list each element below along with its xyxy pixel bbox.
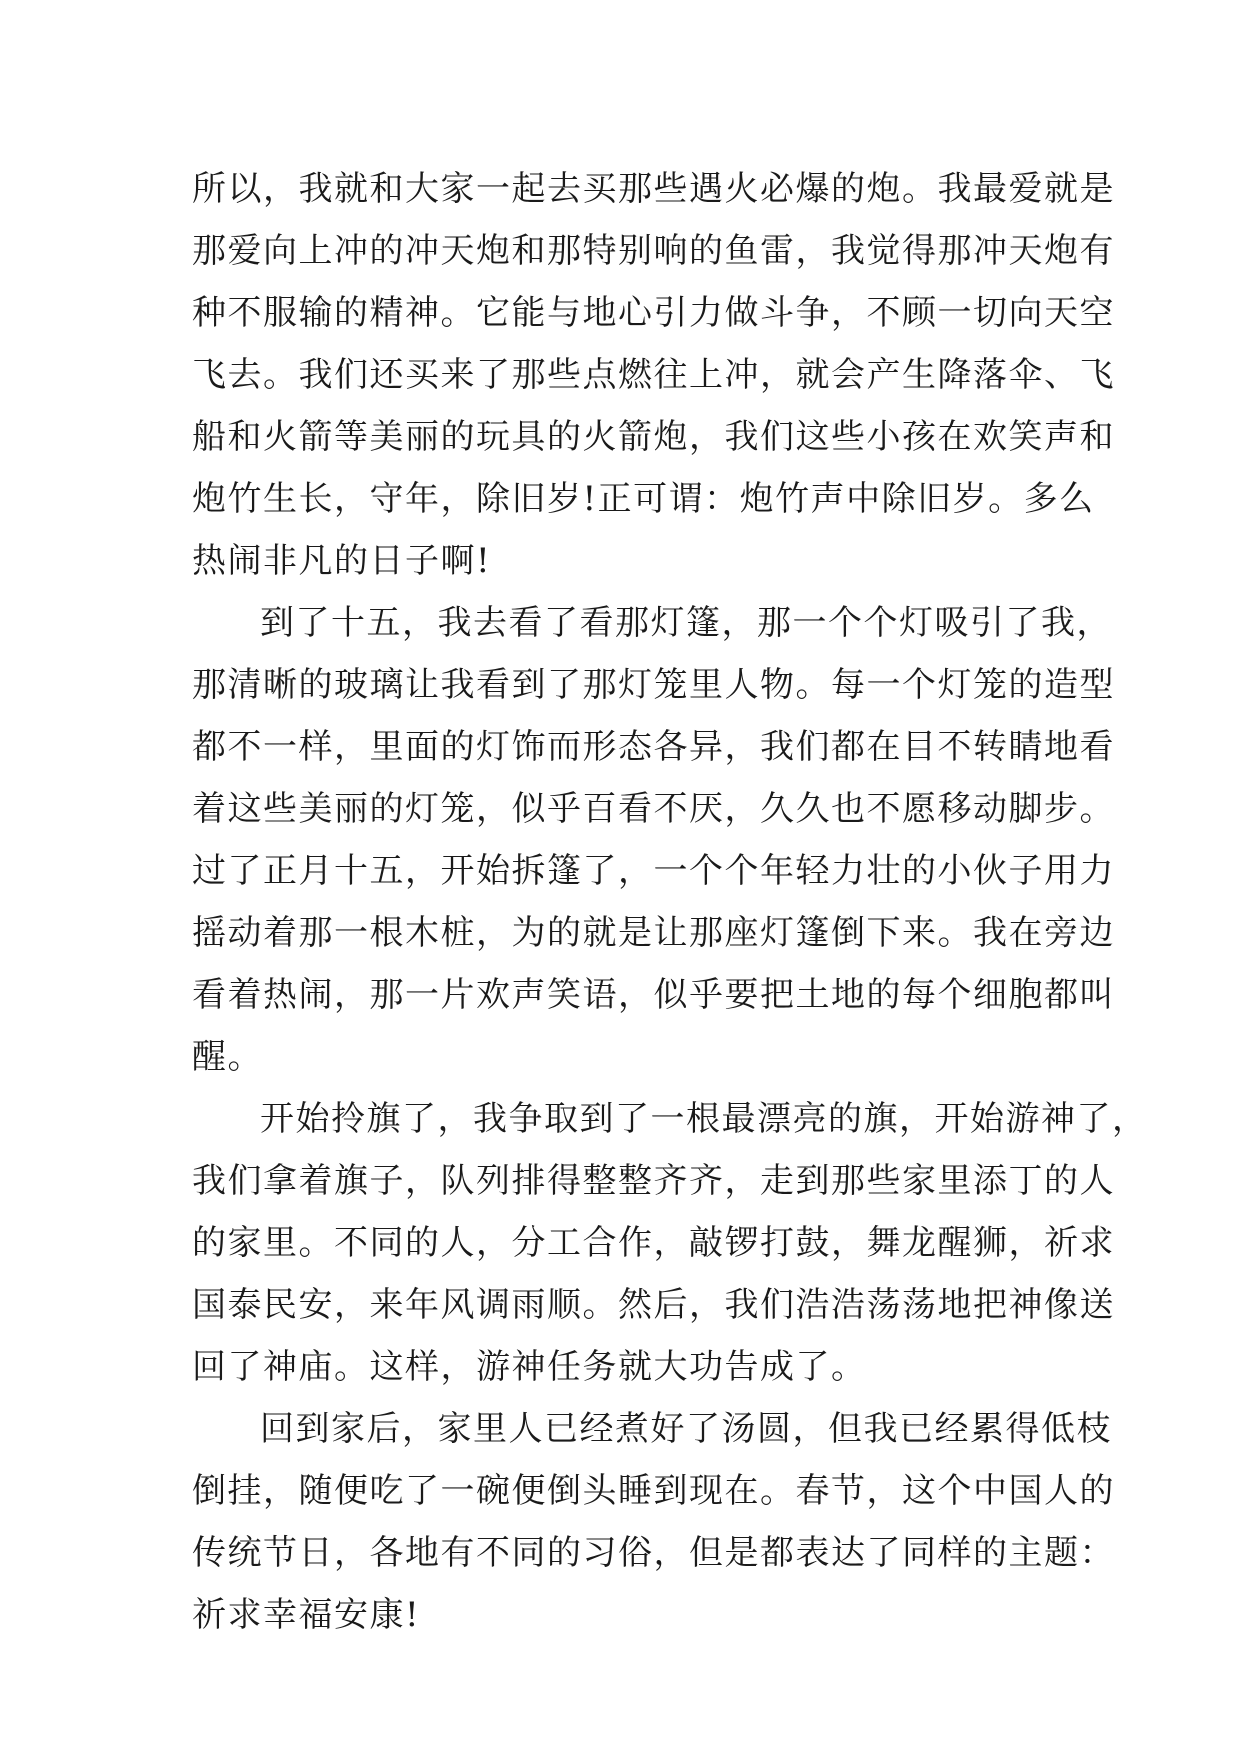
text-line: 看着热闹，那一片欢声笑语，似乎要把土地的每个细胞都叫: [192, 975, 1115, 1015]
text-line: 那爱向上冲的冲天炮和那特别响的鱼雷，我觉得那冲天炮有: [192, 231, 1115, 271]
text-line: 飞去。我们还买来了那些点燃往上冲，就会产生降落伞、飞: [192, 355, 1115, 395]
text-line: 的家里。不同的人，分工合作，敲锣打鼓，舞龙醒狮，祈求: [192, 1223, 1115, 1263]
text-line: 船和火箭等美丽的玩具的火箭炮，我们这些小孩在欢笑声和: [192, 417, 1115, 457]
text-line: 回到家后，家里人已经煮好了汤圆，但我已经累得低枝: [260, 1409, 1112, 1449]
text-line: 传统节日，各地有不同的习俗，但是都表达了同样的主题：: [192, 1533, 1115, 1573]
text-line: 着这些美丽的灯笼，似乎百看不厌，久久也不愿移动脚步。: [192, 789, 1115, 829]
paragraph-2: [192, 592, 1115, 1088]
document-body: [192, 158, 1148, 1646]
text-line: 都不一样，里面的灯饰而形态各异，我们都在目不转睛地看: [192, 727, 1115, 767]
text-line: 所以，我就和大家一起去买那些遇火必爆的炮。我最爱就是: [192, 169, 1115, 209]
paragraph-4: [192, 1398, 1115, 1646]
paragraph-1: [192, 158, 1115, 592]
text-line: 种不服输的精神。它能与地心引力做斗争，不顾一切向天空: [192, 293, 1115, 333]
text-line: 到了十五，我去看了看那灯篷，那一个个灯吸引了我，: [260, 603, 1112, 643]
text-line: 倒挂，随便吃了一碗便倒头睡到现在。春节，这个中国人的: [192, 1471, 1115, 1511]
text-line: 过了正月十五，开始拆篷了，一个个年轻力壮的小伙子用力: [192, 851, 1115, 891]
text-line: 回了神庙。这样，游神任务就大功告成了。: [192, 1347, 867, 1387]
text-line: 炮竹生长，守年，除旧岁!正可谓：炮竹声中除旧岁。多么: [192, 479, 1095, 519]
text-line: 国泰民安，来年风调雨顺。然后，我们浩浩荡荡地把神像送: [192, 1285, 1115, 1325]
paragraph-3: [192, 1088, 1148, 1398]
text-line: 热闹非凡的日子啊!: [192, 541, 492, 581]
text-line: 醒。: [192, 1037, 263, 1077]
text-line: 祈求幸福安康!: [192, 1595, 421, 1635]
text-line: 那清晰的玻璃让我看到了那灯笼里人物。每一个灯笼的造型: [192, 665, 1115, 705]
text-line: 开始拎旗了，我争取到了一根最漂亮的旗，开始游神了，: [260, 1099, 1148, 1139]
text-line: 摇动着那一根木桩，为的就是让那座灯篷倒下来。我在旁边: [192, 913, 1115, 953]
text-line: 我们拿着旗子，队列排得整整齐齐，走到那些家里添丁的人: [192, 1161, 1115, 1201]
